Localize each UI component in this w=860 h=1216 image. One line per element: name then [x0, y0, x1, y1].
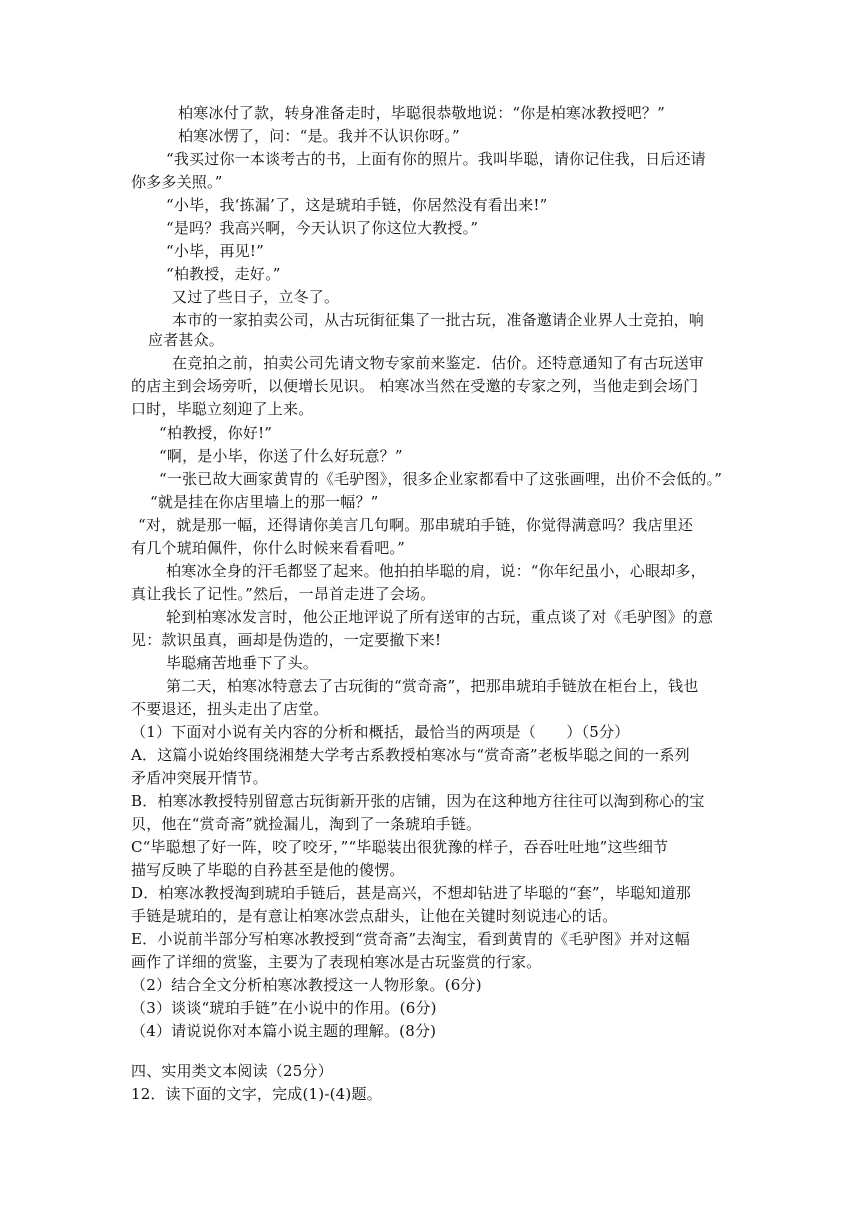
question-line: （4）请说说你对本篇小说主题的理解。(8分) [131, 1022, 437, 1040]
story-line: 第二天，柏寒冰特意去了古玩街的“赏奇斋”，把那串琥珀手链放在柜台上，钱也 [166, 677, 699, 695]
story-line: “对，就是那一幅，还得请你美言几句啊。那串琥珀手链，你觉得满意吗？我店里还 [138, 516, 694, 534]
story-line: 不要退还，扭头走出了店堂。 [131, 700, 329, 718]
story-line: 有几个琥珀佩件，你什么时候来看看吧。” [131, 539, 405, 557]
question-line: D．柏寒冰教授淘到琥珀手链后，甚是高兴，不想却钻进了毕聪的“套”，毕聪知道那 [131, 884, 691, 902]
question-line: A．这篇小说始终围绕湘楚大学考古系教授柏寒冰与“赏奇斋”老板毕聪之间的一系列 [131, 746, 690, 764]
question-line: C“毕聪想了好一阵，咬了咬牙，”“毕聪装出很犹豫的样子，吞吞吐吐地”这些细节 [131, 838, 669, 856]
story-line: 轮到柏寒冰发言时，他公正地评说了所有送审的古玩，重点谈了对《毛驴图》的意 [166, 608, 714, 626]
story-line: “是吗？我高兴啊，今天认识了你这位大教授。” [166, 219, 479, 237]
story-line: 柏寒冰愣了，问：“是。我并不认识你呀。” [178, 127, 460, 145]
story-line: 柏寒冰全身的汗毛都竖了起来。他拍拍毕聪的肩，说：“你年纪虽小，心眼却多， [166, 562, 706, 580]
story-line: 柏寒冰付了款，转身准备走时，毕聪很恭敬地说：“你是柏寒冰教授吧？” [178, 104, 665, 122]
question-line: 描写反映了毕聪的自矜甚至是他的傻愣。 [131, 861, 405, 879]
story-line: 应者甚众。 [148, 331, 225, 349]
question-line: 手链是琥珀的，是有意让柏寒冰尝点甜头，让他在关键时刻说违心的话。 [131, 907, 618, 925]
story-line: “柏教授，你好!” [159, 424, 273, 442]
story-line: “就是挂在你店里墙上的那一幅？” [150, 493, 379, 511]
story-line: 本市的一家拍卖公司，从古玩街征集了一批古玩，准备邀请企业界人士竞拍，响 [172, 311, 705, 329]
story-line: 你多多关照。” [131, 173, 223, 191]
story-line: 又过了些日子，立冬了。 [172, 288, 340, 306]
section-heading: 四、实用类文本阅读（25分） [131, 1062, 333, 1080]
section-item: 12．读下面的文字，完成(1)-(4)题。 [131, 1085, 382, 1103]
question-line: （3）谈谈“琥珀手链”在小说中的作用。(6分) [131, 999, 437, 1017]
question-line: 贝，他在“赏奇斋”就捡漏儿，淘到了一条琥珀手链。 [131, 815, 482, 833]
question-line: 矛盾冲突展开情节。 [131, 769, 268, 787]
story-line: “柏教授，走好。” [166, 265, 281, 283]
question-line: （2）结合全文分析柏寒冰教授这一人物形象。(6分) [131, 976, 482, 994]
story-line: “我买过你一本谈考古的书，上面有你的照片。我叫毕聪，请你记住我，日后还请 [166, 150, 706, 168]
story-line: 口时，毕聪立刻迎了上来。 [131, 400, 314, 418]
question-line: （1）下面对小说有关内容的分析和概括，最恰当的两项是（ ）（5分） [131, 723, 630, 741]
story-line: 见：款识虽真，画却是伪造的，一定要撤下来! [131, 631, 442, 649]
story-line: “小毕，再见!” [166, 242, 264, 260]
question-line: B．柏寒冰教授特别留意古玩街新开张的店铺，因为在这种地方往往可以淘到称心的宝 [131, 792, 705, 810]
story-line: 毕聪痛苦地垂下了头。 [166, 654, 319, 672]
question-line: E．小说前半部分写柏寒冰教授到“赏奇斋”去淘宝，看到黄胄的《毛驴图》并对这幅 [131, 930, 690, 948]
story-line: “小毕，我‘拣漏’了，这是琥珀手链，你居然没有看出来!” [166, 196, 548, 214]
story-line: 在竞拍之前，拍卖公司先请文物专家前来鉴定．估价。还特意通知了有古玩送审 [172, 354, 705, 372]
question-line: 画作了详细的赏鉴，主要为了表现柏寒冰是古玩鉴赏的行家。 [131, 953, 542, 971]
story-line: 的店主到会场旁听，以便增长见识。 柏寒冰当然在受邀的专家之列，当他走到会场门 [131, 377, 699, 395]
story-line: “一张已故大画家黄胄的《毛驴图》，很多企业家都看中了这张画哩，出价不会低的。” [159, 470, 723, 488]
story-line: “啊，是小毕，你送了什么好玩意？” [159, 447, 403, 465]
story-line: 真让我长了记性。”然后，一昂首走进了会场。 [131, 585, 436, 603]
